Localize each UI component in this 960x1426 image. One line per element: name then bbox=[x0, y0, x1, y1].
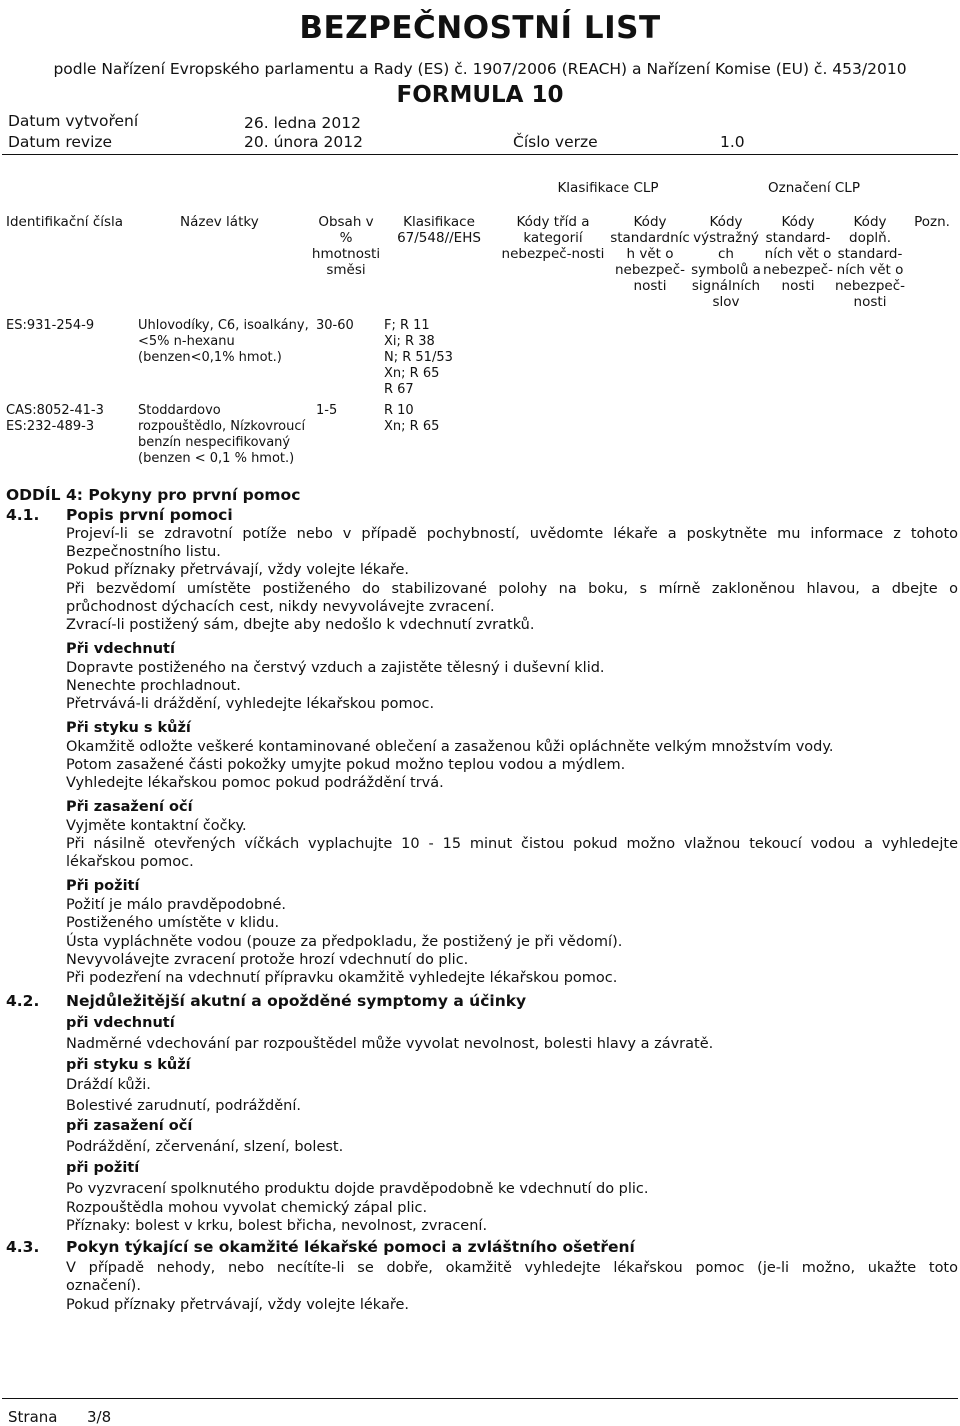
paragraph-line: označení). bbox=[66, 1278, 141, 1294]
paragraph-line: Po vyzvracení spolknutého produktu dojde pravděpodobně ke vdechnutí do plic. bbox=[66, 1181, 649, 1197]
paragraph-line: Pokud příznaky přetrvávají, vždy volejte lékaře. bbox=[66, 562, 410, 578]
footer-divider bbox=[2, 1398, 958, 1399]
paragraph-line: Při podezření na vdechnutí přípravku okamžitě vyhledejte lékařskou pomoc. bbox=[66, 970, 618, 986]
eye-contact-heading: Při zasažení očí bbox=[66, 799, 193, 815]
section-title: ODDÍL 4: Pokyny pro první pomoc bbox=[6, 486, 301, 504]
page-label: Strana bbox=[8, 1408, 58, 1426]
paragraph-line: Přetrvává-li dráždění, vyhledejte lékařskou pomoc. bbox=[66, 696, 435, 712]
paragraph-line: Při bezvědomí umístěte postiženého do stabilizované polohy na boku, s mírně zakloněnou hlavou, a dbejte o bbox=[66, 581, 958, 597]
table-row-1-classification: F; R 11 Xi; R 38 N; R 51/53 Xn; R 65 R 67 bbox=[384, 318, 453, 397]
paragraph-line: Bezpečnostního listu. bbox=[66, 544, 221, 560]
paragraph-line: Nenechte prochladnout. bbox=[66, 678, 241, 694]
paragraph-line: Projeví-li se zdravotní potíže nebo v případě pochybností, uvědomte lékaře a poskytněte mu informace z tohoto bbox=[66, 526, 958, 542]
paragraph-line: Okamžitě odložte veškeré kontaminované oblečení a zasaženou kůži opláchněte velkým množstvím vody. bbox=[66, 739, 834, 755]
version-value: 1.0 bbox=[720, 133, 745, 151]
clp-classification-group: Klasifikace CLP bbox=[557, 180, 659, 196]
version-label: Číslo verze bbox=[513, 133, 598, 151]
subsection-title: Pokyn týkající se okamžité lékařské pomoci a zvláštního ošetření bbox=[66, 1238, 635, 1256]
paragraph-line: V případě nehody, nebo necítíte-li se dobře, okamžitě vyhledejte lékařskou pomoc (je-li možno, ukažte toto bbox=[66, 1260, 958, 1276]
col-header-name: Název látky bbox=[180, 214, 259, 230]
paragraph-line: Zvrací-li postižený sám, dbejte aby nedošlo k vdechnutí zvratků. bbox=[66, 617, 535, 633]
paragraph-line: Ústa vypláchněte vodou (pouze za předpokladu, že postižený je při vědomí). bbox=[66, 934, 623, 950]
clp-labelling-group: Označení CLP bbox=[768, 180, 860, 196]
paragraph-line: Rozpouštědla mohou vyvolat chemický zápal plic. bbox=[66, 1200, 428, 1216]
table-row-1-id: ES:931-254-9 bbox=[6, 318, 95, 333]
col-header-h-codes: Kódy standardníc h vět o nebezpeč- nosti bbox=[610, 214, 690, 294]
eye-contact-heading: při zasažení očí bbox=[66, 1118, 193, 1134]
table-row-1-name: Uhlovodíky, C6, isoalkány, <5% n-hexanu (benzen<0,1% hmot.) bbox=[138, 318, 309, 365]
col-header-supplementary: Kódy doplň. standard- ních vět o nebezpeč- nosti bbox=[835, 214, 905, 310]
subsection-number: 4.1. bbox=[6, 506, 40, 524]
ingestion-heading: při požití bbox=[66, 1160, 140, 1176]
paragraph-line: Požití je málo pravděpodobné. bbox=[66, 897, 286, 913]
col-header-classification: Klasifikace 67/548//EHS bbox=[397, 214, 481, 246]
paragraph-line: Vyhledejte lékařskou pomoc pokud podráždění trvá. bbox=[66, 775, 444, 791]
col-header-h-statements: Kódy standard- ních vět o nebezpeč- nosti bbox=[763, 214, 833, 294]
col-header-pictograms: Kódy výstražný ch symbolů a signálních slov bbox=[691, 214, 761, 310]
table-row-2-id: CAS:8052-41-3 ES:232-489-3 bbox=[6, 403, 104, 434]
paragraph-line: Dráždí kůži. bbox=[66, 1077, 151, 1093]
revision-label: Datum revize bbox=[8, 133, 113, 151]
document-title: BEZPEČNOSTNÍ LIST bbox=[299, 10, 661, 46]
paragraph-line: Dopravte postiženého na čerstvý vzduch a zajistěte tělesný i duševní klid. bbox=[66, 660, 605, 676]
skin-contact-heading: Při styku s kůží bbox=[66, 720, 191, 736]
col-header-content: Obsah v % hmotnosti směsi bbox=[311, 214, 381, 278]
col-header-note: Pozn. bbox=[914, 214, 950, 230]
subsection-title: Popis první pomoci bbox=[66, 506, 233, 524]
header-divider bbox=[2, 154, 958, 155]
subsection-number: 4.3. bbox=[6, 1238, 40, 1256]
paragraph-line: Podráždění, zčervenání, slzení, bolest. bbox=[66, 1139, 344, 1155]
paragraph-line: Pokud příznaky přetrvávají, vždy volejte lékaře. bbox=[66, 1297, 410, 1313]
paragraph-line: Postiženého umístěte v klidu. bbox=[66, 915, 280, 931]
paragraph-line: Nadměrné vdechování par rozpouštědel může vyvolat nevolnost, bolesti hlavy a závratě. bbox=[66, 1036, 714, 1052]
regulation-subtitle: podle Nařízení Evropského parlamentu a Rady (ES) č. 1907/2006 (REACH) a Nařízení Komise (EU) č. 453/2010 bbox=[53, 60, 907, 78]
created-value: 26. ledna 2012 bbox=[244, 114, 361, 132]
table-row-2-name: Stoddardovo rozpouštědlo, Nízkovroucí benzín nespecifikovaný (benzen < 0,1 % hmot.) bbox=[138, 403, 306, 466]
table-row-2-content: 1-5 bbox=[316, 403, 338, 418]
paragraph-line: Bolestivé zarudnutí, podráždění. bbox=[66, 1098, 302, 1114]
table-row-2-classification: R 10 Xn; R 65 bbox=[384, 403, 440, 434]
paragraph-line: Při násilně otevřených víčkách vyplachujte 10 - 15 minut čistou pokud možno vlažnou tekoucí vodou a vyhledejte bbox=[66, 836, 958, 852]
revision-value: 20. února 2012 bbox=[244, 133, 363, 151]
paragraph-line: Nevyvolávejte zvracení protože hrozí vdechnutí do plic. bbox=[66, 952, 469, 968]
created-label: Datum vytvoření bbox=[8, 112, 139, 130]
paragraph-line: lékařskou pomoc. bbox=[66, 854, 194, 870]
paragraph-line: Příznaky: bolest v krku, bolest břicha, nevolnost, zvracení. bbox=[66, 1218, 488, 1234]
table-row-1-content: 30-60 bbox=[316, 318, 354, 333]
col-header-class-codes: Kódy tříd a kategorií nebezpeč-nosti bbox=[501, 214, 605, 262]
paragraph-line: Potom zasažené části pokožky umyjte pokud možno teplou vodou a mýdlem. bbox=[66, 757, 626, 773]
col-header-id: Identifikační čísla bbox=[6, 214, 124, 230]
inhalation-heading: Při vdechnutí bbox=[66, 641, 175, 657]
paragraph-line: průchodnost dýchacích cest, nikdy nevyvolávejte zvracení. bbox=[66, 599, 495, 615]
inhalation-heading: při vdechnutí bbox=[66, 1015, 175, 1031]
subsection-number: 4.2. bbox=[6, 992, 40, 1010]
product-name: FORMULA 10 bbox=[396, 82, 564, 108]
paragraph-line: Vyjměte kontaktní čočky. bbox=[66, 818, 247, 834]
page-number: 3/8 bbox=[87, 1408, 112, 1426]
ingestion-heading: Při požití bbox=[66, 878, 140, 894]
subsection-title: Nejdůležitější akutní a opožděné symptomy a účinky bbox=[66, 992, 527, 1010]
skin-contact-heading: při styku s kůží bbox=[66, 1057, 191, 1073]
